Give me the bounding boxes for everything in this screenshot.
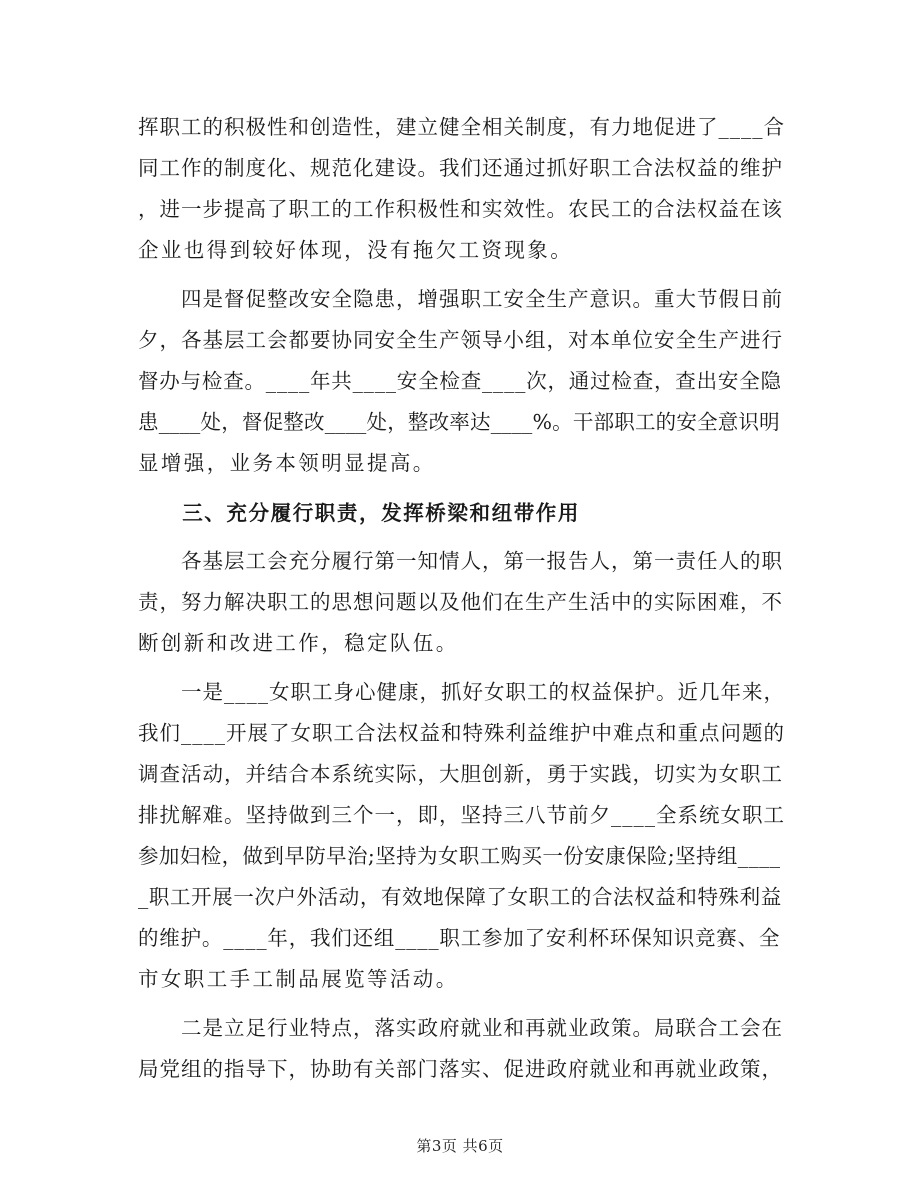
text-line: 断创新和改进工作，稳定队伍。 bbox=[138, 631, 459, 655]
page-number-footer: 第3页 共6页 bbox=[416, 1137, 504, 1155]
text-line: 调查活动，并结合本系统实际，大胆创新，勇于实践，切实为女职工 bbox=[138, 762, 783, 786]
text-line: 挥职工的积极性和创造性，建立健全相关制度，有力地促进了____合 bbox=[138, 115, 785, 139]
text-line: 市女职工手工制品展览等活动。 bbox=[138, 967, 459, 991]
text-line: 一是____女职工身心健康，抓好女职工的权益保护。近几年来， bbox=[138, 680, 785, 704]
text-line: 二是立足行业特点，落实政府就业和再就业政策。局联合工会在 bbox=[138, 1016, 783, 1040]
text-line: 督办与检查。____年共____安全检查____次，通过检查，查出安全隐 bbox=[138, 369, 782, 393]
text-line: 夕，各基层工会都要协同安全生产领导小组，对本单位安全生产进行 bbox=[138, 328, 783, 352]
text-line: 四是督促整改安全隐患，增强职工安全生产意识。重大节假日前 bbox=[138, 287, 783, 311]
text-line: 显增强，业务本领明显提高。 bbox=[138, 451, 436, 475]
text-line: 参加妇检，做到早防早治;坚持为女职工购买一份安康保险;坚持组____ bbox=[138, 844, 781, 868]
text-line: 同工作的制度化、规范化建设。我们还通过抓好职工合法权益的维护 bbox=[138, 156, 783, 180]
text-line: 企业也得到较好体现，没有拖欠工资现象。 bbox=[138, 238, 574, 262]
text-line: 各基层工会充分履行第一知情人，第一报告人，第一责任人的职 bbox=[138, 549, 783, 573]
text-line: 局党组的指导下，协助有关部门落实、促进政府就业和再就业政策， bbox=[138, 1057, 783, 1081]
text-line: 我们____开展了女职工合法权益和特殊利益维护中难点和重点问题的 bbox=[138, 721, 785, 745]
text-line: _职工开展一次户外活动，有效地保障了女职工的合法权益和特殊利益 bbox=[138, 885, 782, 909]
text-line: 排扰解难。坚持做到三个一，即，坚持三八节前夕____全系统女职工 bbox=[138, 803, 785, 827]
text-line: 的维护。____年，我们还组____职工参加了安利杯环保知识竞赛、全 bbox=[138, 926, 781, 950]
text-line: ，进一步提高了职工的工作积极性和实效性。农民工的合法权益在该 bbox=[138, 197, 783, 221]
text-line: 责，努力解决职工的思想问题以及他们在生产生活中的实际困难，不 bbox=[138, 590, 783, 614]
section-heading: 三、充分履行职责，发挥桥梁和纽带作用 bbox=[138, 501, 580, 525]
text-line: 患____处，督促整改____处，整改率达____%。干部职工的安全意识明 bbox=[138, 410, 780, 434]
